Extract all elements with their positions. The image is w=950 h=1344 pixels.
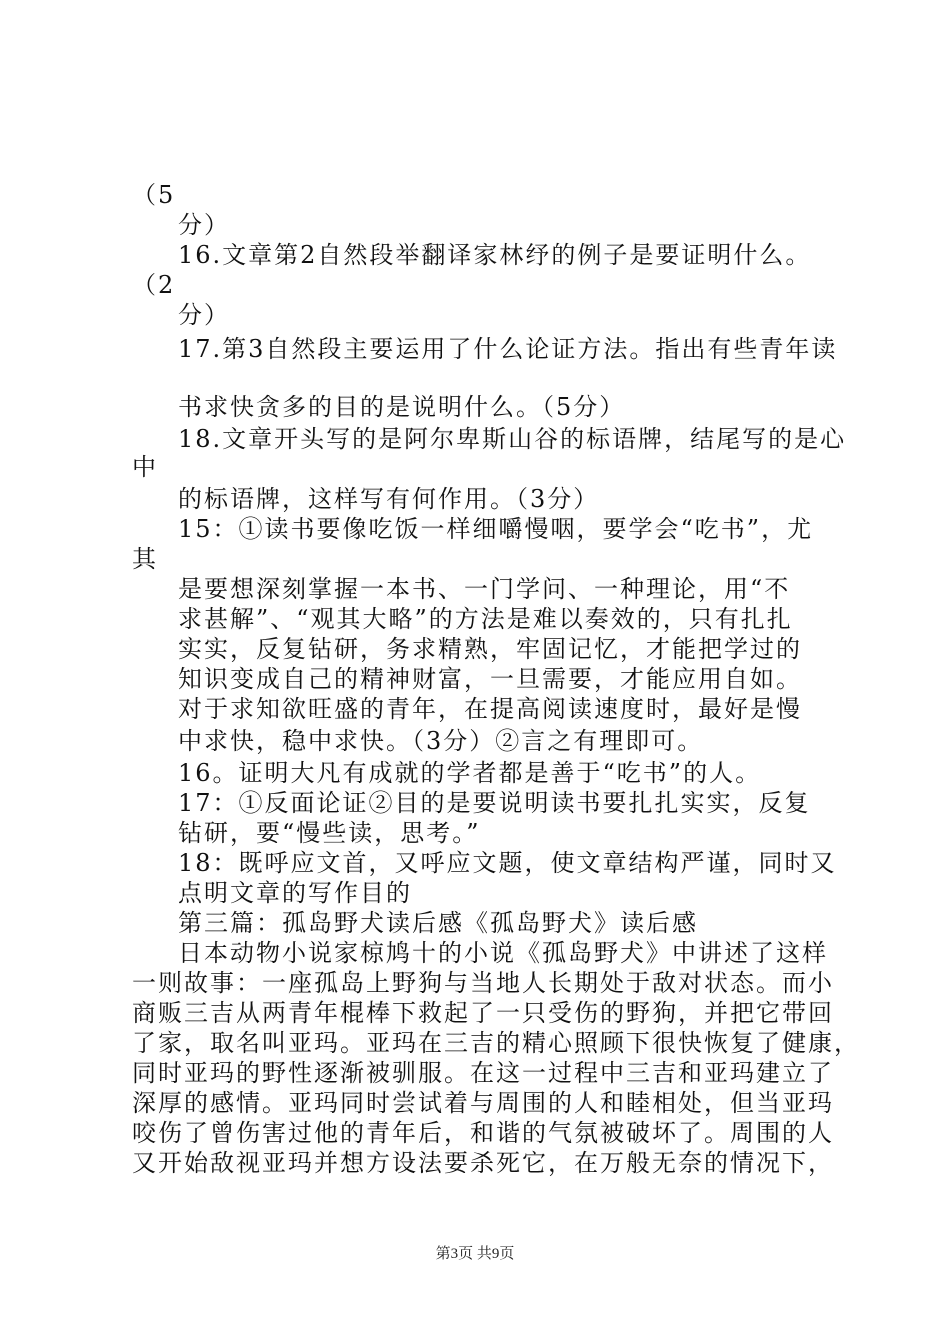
- text-line: 是要想深刻掌握一本书、一门学问、一种理论，用“不: [178, 575, 791, 603]
- text-line: 18：既呼应文首，又呼应文题，使文章结构严谨，同时又: [178, 849, 837, 877]
- text-line: 17：①反面论证②目的是要说明读书要扎扎实实，反复: [178, 789, 811, 817]
- text-line: 实实，反复钻研，务求精熟，牢固记忆，才能把学过的: [178, 635, 802, 663]
- text-line: 16。证明大凡有成就的学者都是善于“吃书”的人。: [178, 759, 762, 787]
- text-line: （5: [132, 181, 176, 209]
- text-line: 中: [132, 453, 158, 481]
- text-line: 了家，取名叫亚玛。亚玛在三吉的精心照顾下很快恢复了健康，: [132, 1029, 860, 1057]
- page-number-footer: 第3页 共9页: [435, 1246, 515, 1262]
- text-line: 知识变成自己的精神财富，一旦需要，才能应用自如。: [178, 665, 802, 693]
- section-heading: 第三篇：孤岛野犬读后感《孤岛野犬》读后感: [178, 909, 698, 937]
- text-line: 对于求知欲旺盛的青年，在提高阅读速度时，最好是慢: [178, 695, 802, 723]
- text-line: 一则故事：一座孤岛上野狗与当地人长期处于敌对状态。而小: [132, 969, 834, 997]
- text-line: 钻研，要“慢些读，思考。”: [178, 819, 481, 847]
- text-line: 同时亚玛的野性逐渐被驯服。在这一过程中三吉和亚玛建立了: [132, 1059, 834, 1087]
- text-line: 求甚解”、“观其大略”的方法是难以奏效的，只有扎扎: [178, 605, 793, 633]
- text-line: （2: [132, 271, 176, 299]
- text-line: 15：①读书要像吃饭一样细嚼慢咽，要学会“吃书”，尤: [178, 515, 814, 543]
- text-line: 书求快贪多的目的是说明什么。（5分）: [178, 393, 626, 421]
- text-line: 16.文章第2自然段举翻译家林纾的例子是要证明什么。: [178, 241, 812, 269]
- text-line: 点明文章的写作目的: [178, 879, 412, 907]
- text-line: 17.第3自然段主要运用了什么论证方法。指出有些青年读: [178, 335, 838, 363]
- text-line: 深厚的感情。亚玛同时尝试着与周围的人和睦相处，但当亚玛: [132, 1089, 834, 1117]
- text-line: 18.文章开头写的是阿尔卑斯山谷的标语牌，结尾写的是心: [178, 425, 847, 453]
- text-line: 咬伤了曾伤害过他的青年后，和谐的气氛被破坏了。周围的人: [132, 1119, 834, 1147]
- text-line: 中求快，稳中求快。（3分）②言之有理即可。: [178, 727, 704, 755]
- text-line: 其: [132, 545, 158, 573]
- text-line: 日本动物小说家椋鸠十的小说《孤岛野犬》中讲述了这样: [178, 939, 828, 967]
- text-line: 又开始敌视亚玛并想方设法要杀死它，在万般无奈的情况下，: [132, 1149, 834, 1177]
- text-line: 商贩三吉从两青年棍棒下救起了一只受伤的野狗，并把它带回: [132, 999, 834, 1027]
- text-line: 的标语牌，这样写有何作用。（3分）: [178, 485, 600, 513]
- text-line: 分）: [178, 211, 230, 239]
- text-line: 分）: [178, 301, 230, 329]
